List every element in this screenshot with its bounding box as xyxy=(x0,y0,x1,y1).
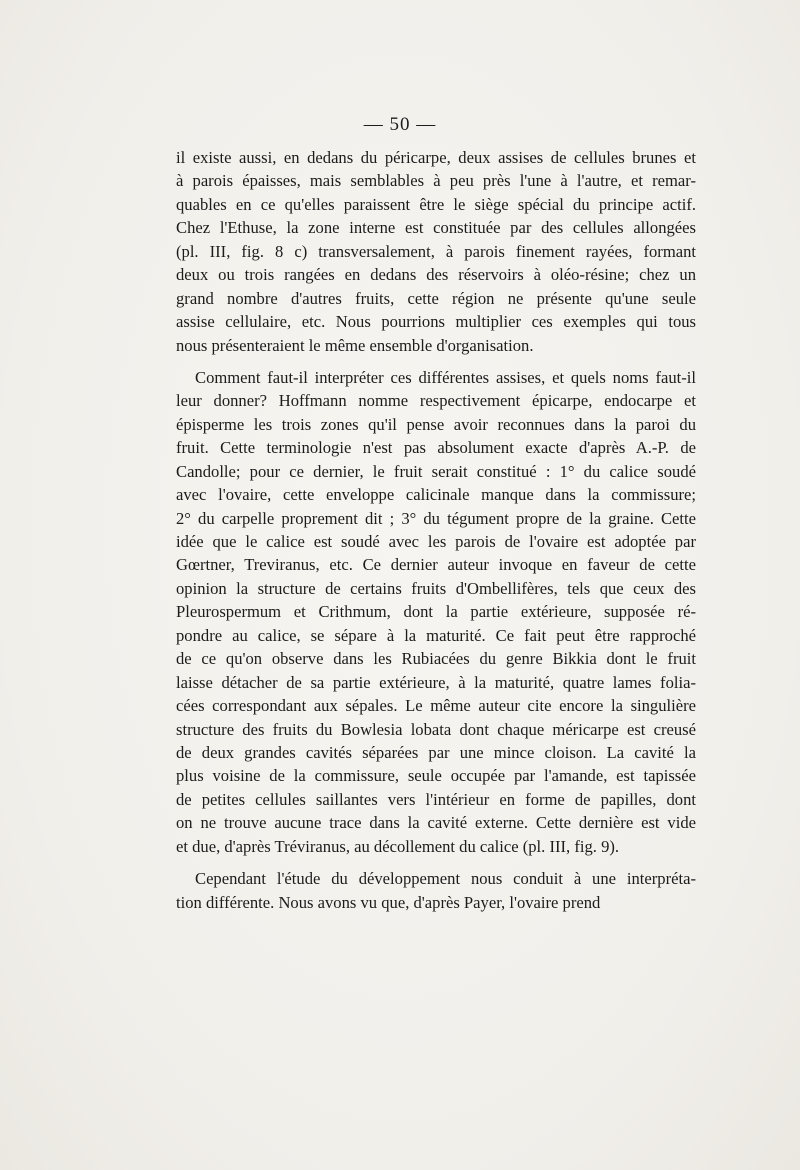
text-line: de ce qu'on observe dans les Rubiacées du genre Bikkia dont le fruit xyxy=(176,649,696,669)
text-line: deux ou trois rangées en dedans des réservoirs à oléo-résine; chez un xyxy=(176,265,696,285)
text-line: opinion la structure de certains fruits d'Ombellifères, tels que ceux des xyxy=(176,578,696,598)
text-line: on ne trouve aucune trace dans la cavité externe. Cette dernière est vide xyxy=(176,813,696,833)
text-line: à parois épaisses, mais semblables à peu près l'une à l'autre, et remar- xyxy=(176,171,696,191)
text-line: Gœrtner, Treviranus, etc. Ce dernier auteur invoque en faveur de cette xyxy=(176,555,696,575)
text-line: fruit. Cette terminologie n'est pas absolument exacte d'après A.-P. de xyxy=(176,438,696,458)
text-line: et due, d'après Tréviranus, au décollement du calice (pl. III, fig. 9). xyxy=(176,836,620,856)
paragraph xyxy=(176,867,696,914)
text-line: tion différente. Nous avons vu que, d'après Payer, l'ovaire prend xyxy=(176,892,601,912)
text-line: Pleurospermum et Crithmum, dont la partie extérieure, supposée ré- xyxy=(176,602,696,622)
text-line: leur donner? Hoffmann nomme respectivement épicarpe, endocarpe et xyxy=(176,391,696,411)
text-line: de deux grandes cavités séparées par une mince cloison. La cavité la xyxy=(176,742,696,762)
text-line: épisperme les trois zones qu'il pense avoir reconnues dans la paroi du xyxy=(176,414,696,434)
text-line: structure des fruits du Bowlesia lobata dont chaque méricarpe est creusé xyxy=(176,719,696,739)
text-line: grand nombre d'autres fruits, cette région ne présente qu'une seule xyxy=(176,288,696,308)
text-line: 2° du carpelle proprement dit ; 3° du tégument propre de la graine. Cette xyxy=(176,508,696,528)
text-line: laisse détacher de sa partie extérieure, à la maturité, quatre lames folia- xyxy=(176,672,696,692)
text-line: il existe aussi, en dedans du péricarpe, deux assises de cellules brunes et xyxy=(176,148,696,167)
text-line: plus voisine de la commissure, seule occupée par l'amande, est tapissée xyxy=(176,766,696,786)
text-line: Candolle; pour ce dernier, le fruit serait constitué : 1° du calice soudé xyxy=(176,461,696,481)
text-line: Comment faut-il interpréter ces différentes assises, et quels noms faut-il xyxy=(195,367,696,387)
text-line: idée que le calice est soudé avec les parois de l'ovaire est adoptée par xyxy=(176,532,696,551)
text-line: (pl. III, fig. 8 c) transversalement, à parois finement rayées, formant xyxy=(176,241,696,261)
page-number: — 50 — xyxy=(363,114,437,135)
paragraph xyxy=(176,146,696,357)
text-line: avec l'ovaire, cette enveloppe calicinale manque dans la commissure; xyxy=(176,485,696,505)
text-line: pondre au calice, se sépare à la maturité. Ce fait peut être rapproché xyxy=(176,625,696,645)
text-line: cées correspondant aux sépales. Le même auteur cite encore la singulière xyxy=(176,696,696,716)
text-line: nous présenteraient le même ensemble d'organisation. xyxy=(176,335,534,355)
text-line: Cependant l'étude du développement nous conduit à une interpréta- xyxy=(195,869,696,889)
body-text xyxy=(176,146,696,914)
paragraph xyxy=(176,366,696,858)
text-line: quables en ce qu'elles paraissent être le siège spécial du principe actif. xyxy=(176,194,696,214)
text-line: Chez l'Ethuse, la zone interne est constituée par des cellules allongées xyxy=(176,218,696,238)
text-line: assise cellulaire, etc. Nous pourrions multiplier ces exemples qui tous xyxy=(176,312,696,332)
text-line: de petites cellules saillantes vers l'intérieur en forme de papilles, dont xyxy=(176,789,696,809)
